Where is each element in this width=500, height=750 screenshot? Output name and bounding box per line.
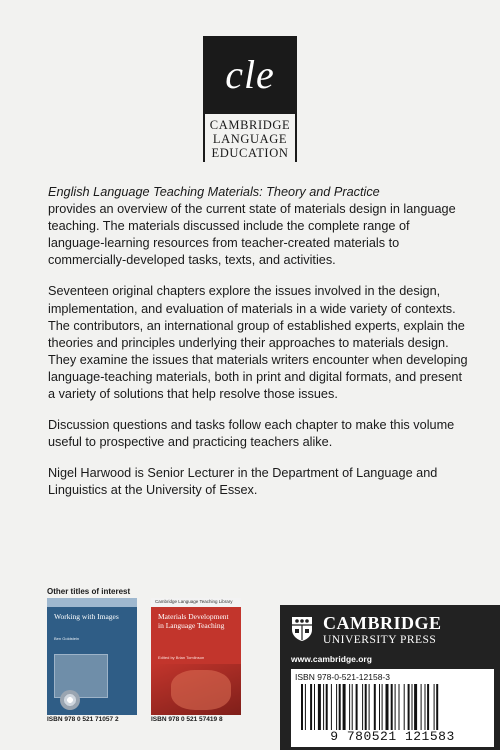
barcode-bar bbox=[386, 684, 389, 730]
cd-icon bbox=[60, 690, 80, 710]
barcode-bar bbox=[326, 684, 328, 730]
barcode-isbn: ISBN 978-0-521-12158-3 bbox=[295, 672, 390, 682]
barcode-bar bbox=[310, 684, 312, 730]
barcode-bar bbox=[349, 684, 350, 730]
barcode-bar bbox=[391, 684, 393, 730]
publisher-name: CAMBRIDGE bbox=[323, 613, 442, 633]
barcode-digits: 9 780521 121583 bbox=[330, 729, 455, 744]
barcode-bar bbox=[404, 684, 405, 730]
barcode-bar bbox=[365, 684, 367, 730]
barcode-bar bbox=[436, 684, 438, 730]
barcode-bar bbox=[412, 684, 413, 730]
cover-1-author: Ben Goldstein bbox=[54, 636, 80, 641]
blurb-paragraph-2: Seventeen original chapters explore the issues involved in the design, implementation, and evaluation of materials in a wide variety of contexts. The contributors, an international group of established experts, explain the theories and principles underlying their approaches to materials design. They examine the issues that materials writers encounter when developing language-teaching materials, both in print and digital formats, and present a variety of solutions that help resolve those issues. bbox=[48, 284, 468, 402]
barcode-bar bbox=[395, 684, 396, 730]
barcode-bar bbox=[434, 684, 435, 730]
blurb-paragraph-3: Discussion questions and tasks follow each chapter to make this volume useful to prospective and practicing teachers alike. bbox=[48, 418, 455, 450]
logo-line-1: CAMBRIDGE bbox=[209, 118, 291, 132]
barcode-bar bbox=[399, 684, 400, 730]
cover-2-strip bbox=[151, 598, 241, 607]
logo-line-2: LANGUAGE bbox=[212, 132, 288, 146]
barcode-bar bbox=[356, 684, 358, 730]
logo-line-3: EDUCATION bbox=[211, 146, 289, 160]
back-cover-blurb bbox=[48, 184, 468, 514]
barcode-bar bbox=[379, 684, 380, 730]
barcode-bar bbox=[421, 684, 422, 730]
publisher-url: www.cambridge.org bbox=[291, 654, 372, 664]
cover-2-author: Edited by Brian Tomlinson bbox=[158, 655, 205, 660]
cover-1-title: Working with Images bbox=[54, 612, 119, 621]
barcode-bar bbox=[323, 684, 324, 730]
barcode-bar bbox=[408, 684, 410, 730]
logo-wordmark bbox=[203, 118, 297, 160]
other-title-cover-2 bbox=[151, 598, 241, 715]
barcode-bar bbox=[343, 684, 346, 730]
author-bio: Nigel Harwood is Senior Lecturer in the Department of Language and Linguistics at the University of Essex. bbox=[48, 466, 438, 498]
cover-2-title: Materials Development in Language Teaching bbox=[158, 612, 229, 630]
cover-1-strip bbox=[47, 598, 137, 607]
book-title: English Language Teaching Materials: Theory and Practice bbox=[48, 185, 380, 199]
university-crest-icon bbox=[291, 616, 313, 642]
barcode-bar bbox=[339, 684, 341, 730]
publisher-panel bbox=[280, 605, 500, 750]
logo-mark: cle bbox=[225, 52, 275, 97]
barcode bbox=[299, 684, 486, 730]
barcode-bar bbox=[414, 684, 417, 730]
logo-mark-box bbox=[203, 36, 297, 114]
barcode-panel bbox=[291, 669, 494, 747]
cle-logo bbox=[203, 36, 297, 164]
barcode-bar bbox=[425, 684, 426, 730]
barcode-bar bbox=[314, 684, 315, 730]
barcode-bar bbox=[331, 684, 332, 730]
barcode-bar bbox=[369, 684, 370, 730]
blurb-paragraph-1-text: provides an overview of the current state of materials design in language teaching. The materials discussed include the complete range of language-learning resources from teacher-created materials to commercially-developed tasks, texts, and activities. bbox=[48, 202, 456, 268]
cover-2-series: Cambridge Language Teaching Library bbox=[155, 599, 233, 604]
cover-2-isbn: ISBN 978 0 521 57419 8 bbox=[151, 716, 223, 723]
barcode-bar bbox=[352, 684, 353, 730]
cover-1-isbn: ISBN 978 0 521 71057 2 bbox=[47, 716, 119, 723]
cover-2-artwork bbox=[171, 670, 231, 710]
barcode-bar bbox=[318, 684, 321, 730]
cover-1-panel bbox=[54, 654, 108, 698]
barcode-bar bbox=[305, 684, 306, 730]
barcode-bar bbox=[427, 684, 429, 730]
publisher-press: UNIVERSITY PRESS bbox=[323, 634, 437, 646]
barcode-bar bbox=[362, 684, 363, 730]
other-title-cover-1 bbox=[47, 598, 137, 715]
other-titles-label: Other titles of interest bbox=[47, 587, 131, 596]
blurb-paragraph-1 bbox=[48, 184, 468, 269]
barcode-bar bbox=[382, 684, 383, 730]
barcode-bar bbox=[336, 684, 337, 730]
barcode-bar bbox=[301, 684, 303, 730]
barcode-bar bbox=[374, 684, 376, 730]
